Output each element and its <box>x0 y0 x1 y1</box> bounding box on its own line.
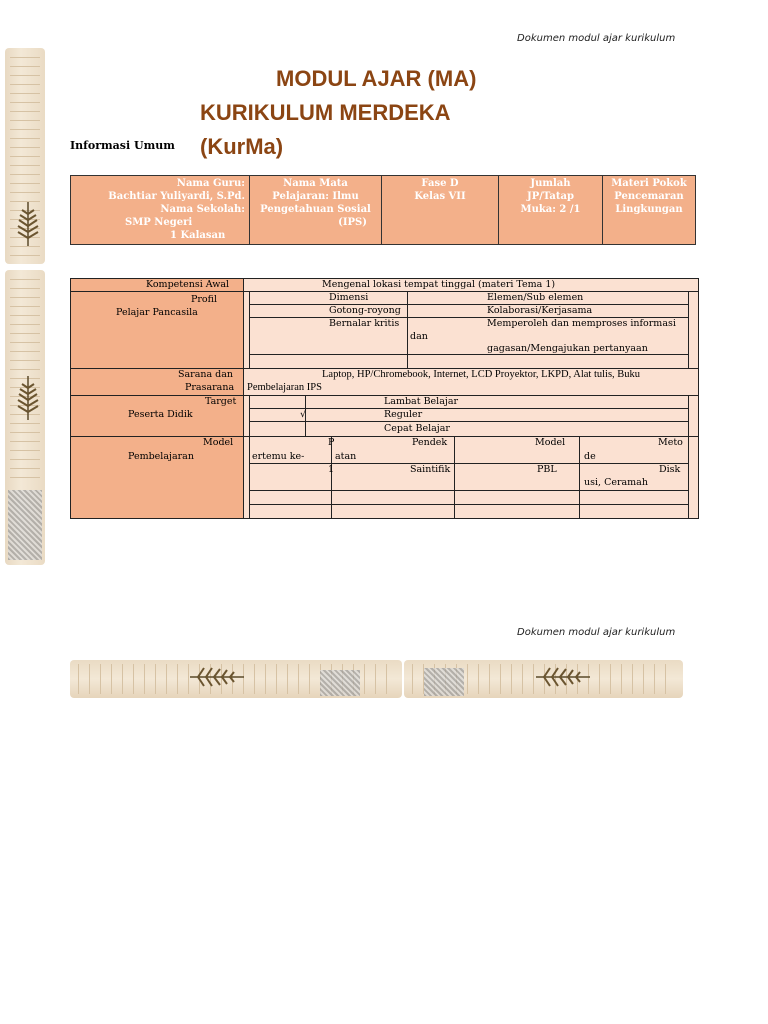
model-type-label: Model <box>535 437 566 448</box>
element-cell <box>407 354 689 369</box>
dimension-1: Gotong-royong <box>329 305 401 316</box>
model-method-value: Disk <box>659 464 681 475</box>
fern-leaf-icon <box>13 372 43 422</box>
newsprint-texture <box>320 670 360 696</box>
model-grid-cell <box>579 490 689 505</box>
fern-leaf-icon <box>13 198 43 248</box>
facilities-value-2: Pembelajaran IPS <box>247 382 322 393</box>
decorative-strip <box>5 48 45 264</box>
teacher-cell <box>71 176 250 245</box>
newsprint-texture <box>8 490 42 560</box>
model-type-value: PBL <box>537 464 557 475</box>
profile-label: Profil <box>191 294 218 305</box>
model-meeting-number: 1 <box>328 464 335 475</box>
element-2c: gagasan/Mengajukan pertanyaan <box>487 343 648 354</box>
competency-value: Mengenal lokasi tempat tinggal (materi Tema 1) <box>322 279 556 290</box>
model-grid-cell <box>579 504 689 519</box>
model-grid-cell <box>454 504 580 519</box>
model-grid-divider <box>249 463 689 464</box>
subject-cell: Nama Mata Pelajaran: Ilmu Pengetahuan Sosial (IPS) <box>250 176 382 245</box>
profile-label-2: Pelajar Pancasila <box>116 307 198 318</box>
teacher-label: Nama Guru: <box>176 178 245 189</box>
check-mark-icon: √ <box>300 409 307 420</box>
fern-leaf-icon <box>534 662 594 692</box>
page-title: MODUL AJAR (MA) <box>276 66 477 91</box>
model-p: P <box>328 437 335 448</box>
model-label: Model <box>203 437 234 448</box>
model-method-label-2: de <box>584 451 596 462</box>
target-option-regular: Reguler <box>384 409 423 420</box>
model-grid-cell <box>331 490 455 505</box>
element-2a: Memperoleh dan memproses informasi <box>487 318 676 329</box>
decorative-strip <box>70 660 402 698</box>
fern-leaf-icon <box>188 662 248 692</box>
facilities-label-2: Prasarana <box>185 382 235 393</box>
dimension-cell <box>249 354 408 369</box>
teacher-name: Bachtiar Yuliyardi, S.Pd. <box>108 191 245 202</box>
model-grid-cell <box>249 504 332 519</box>
phase-cell: Fase D Kelas VII <box>382 176 499 245</box>
decorative-strip <box>404 660 683 698</box>
target-check-cell <box>249 408 306 422</box>
element-header: Elemen/Sub elemen <box>487 292 584 303</box>
model-method-value-2: usi, Ceramah <box>584 477 648 488</box>
target-label: Target <box>205 396 237 407</box>
school-name: SMP Negeri <box>125 217 193 228</box>
target-option-cell <box>305 408 689 422</box>
newsprint-texture <box>424 668 464 696</box>
document-label-top: Dokumen modul ajar kurikulum <box>517 33 676 44</box>
school-city: 1 Kalasan <box>170 230 226 241</box>
model-method-label: Meto <box>658 437 683 448</box>
target-option-fast: Cepat Belajar <box>384 423 450 434</box>
model-meeting: ertemu ke- <box>252 451 305 462</box>
page-subtitle-abbr: (KurMa) <box>200 134 284 159</box>
model-grid-cell <box>331 504 455 519</box>
decorative-strip <box>5 270 45 565</box>
general-info-table <box>70 175 696 245</box>
element-2b: dan <box>410 331 428 342</box>
section-heading: Informasi Umum <box>70 139 175 152</box>
document-label-bottom: Dokumen modul ajar kurikulum <box>517 627 676 638</box>
target-option-cell <box>305 395 689 409</box>
element-1: Kolaborasi/Kerjasama <box>487 305 593 316</box>
target-check-cell <box>249 395 306 409</box>
target-option-cell <box>305 421 689 437</box>
dimension-header: Dimensi <box>329 292 369 303</box>
topic-cell: Materi Pokok Pencemaran Lingkungan <box>603 176 696 245</box>
hours-cell: Jumlah JP/Tatap Muka: 2 /1 <box>499 176 603 245</box>
target-label-2: Peserta Didik <box>128 409 193 420</box>
page-subtitle: KURIKULUM MERDEKA <box>200 100 451 125</box>
target-check-cell <box>249 421 306 437</box>
competency-label: Kompetensi Awal <box>146 279 230 290</box>
model-approach-label: Pendek <box>412 437 448 448</box>
model-approach-label-2: atan <box>335 451 357 462</box>
facilities-value: Laptop, HP/Chromebook, Internet, LCD Proyektor, LKPD, Alat tulis, Buku <box>322 369 641 380</box>
model-label-2: Pembelajaran <box>128 451 194 462</box>
dimension-2: Bernalar kritis <box>329 318 400 329</box>
model-approach-value: Saintifik <box>410 464 451 475</box>
profile-label-cell <box>70 291 244 369</box>
model-grid-cell <box>249 490 332 505</box>
facilities-label: Sarana dan <box>178 369 234 380</box>
model-grid-cell <box>454 490 580 505</box>
school-label: Nama Sekolah: <box>160 204 245 215</box>
target-option-slow: Lambat Belajar <box>384 396 459 407</box>
